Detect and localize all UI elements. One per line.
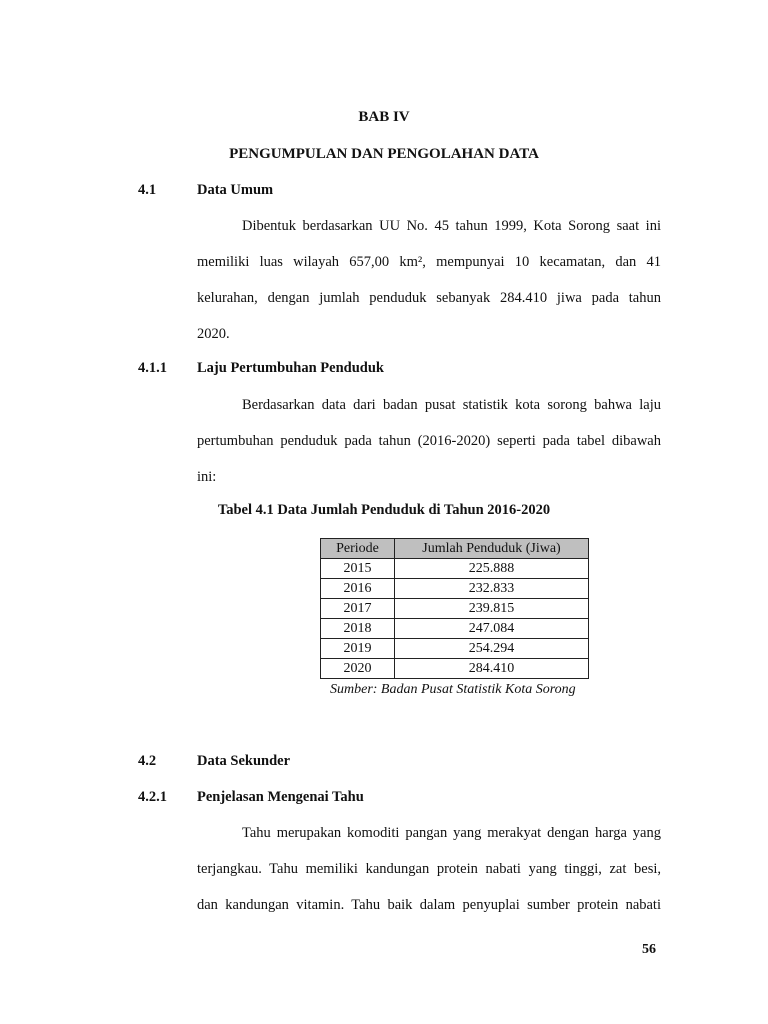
chapter-title: PENGUMPULAN DAN PENGOLAHAN DATA (229, 146, 539, 162)
chapter-heading: BAB IV (358, 109, 410, 125)
paragraph-line: kelurahan, dengan jumlah penduduk sebanyak 284.410 jiwa pada tahun (197, 290, 661, 306)
population-table (320, 538, 589, 679)
subsection-title: Laju Pertumbuhan Penduduk (197, 360, 384, 376)
column-header: Jumlah Penduduk (Jiwa) (395, 539, 589, 559)
paragraph-line: 2020. (197, 326, 230, 342)
table-row (321, 559, 589, 579)
column-header: Periode (321, 539, 395, 559)
table-row (321, 639, 589, 659)
page-number: 56 (642, 942, 656, 957)
table-cell: 232.833 (395, 579, 589, 599)
table-row (321, 659, 589, 679)
paragraph-line: Tahu merupakan komoditi pangan yang merakyat dengan harga yang (242, 825, 661, 841)
paragraph-line: pertumbuhan penduduk pada tahun (2016-2020) seperti pada tabel dibawah (197, 433, 661, 449)
table-cell: 284.410 (395, 659, 589, 679)
subsection-number: 4.2.1 (138, 789, 167, 805)
subsection-title: Penjelasan Mengenai Tahu (197, 789, 364, 805)
paragraph-line: Berdasarkan data dari badan pusat statistik kota sorong bahwa laju (242, 397, 661, 413)
table-cell: 2020 (321, 659, 395, 679)
paragraph-line: terjangkau. Tahu memiliki kandungan protein nabati yang tinggi, zat besi, (197, 861, 661, 877)
table-cell: 2019 (321, 639, 395, 659)
table-header-row (321, 539, 589, 559)
paragraph-line: memiliki luas wilayah 657,00 km², mempunyai 10 kecamatan, dan 41 (197, 254, 661, 270)
subsection-number: 4.1.1 (138, 360, 167, 376)
table-cell: 225.888 (395, 559, 589, 579)
paragraph-line: Dibentuk berdasarkan UU No. 45 tahun 1999, Kota Sorong saat ini (242, 218, 661, 234)
table-row (321, 579, 589, 599)
section-title: Data Sekunder (197, 753, 291, 769)
paragraph-line: dan kandungan vitamin. Tahu baik dalam penyuplai sumber protein nabati (197, 897, 661, 913)
paragraph-line: ini: (197, 469, 217, 485)
table-cell: 239.815 (395, 599, 589, 619)
section-number: 4.2 (138, 753, 157, 769)
table-row (321, 599, 589, 619)
table-cell: 2018 (321, 619, 395, 639)
table-cell: 2016 (321, 579, 395, 599)
table-caption: Tabel 4.1 Data Jumlah Penduduk di Tahun 2016-2020 (217, 502, 551, 518)
section-title: Data Umum (197, 182, 274, 198)
section-number: 4.1 (138, 182, 157, 198)
table-row (321, 619, 589, 639)
table-cell: 2015 (321, 559, 395, 579)
table-source: Sumber: Badan Pusat Statistik Kota Sorong (330, 682, 576, 697)
table-cell: 254.294 (395, 639, 589, 659)
table-cell: 247.084 (395, 619, 589, 639)
table-cell: 2017 (321, 599, 395, 619)
